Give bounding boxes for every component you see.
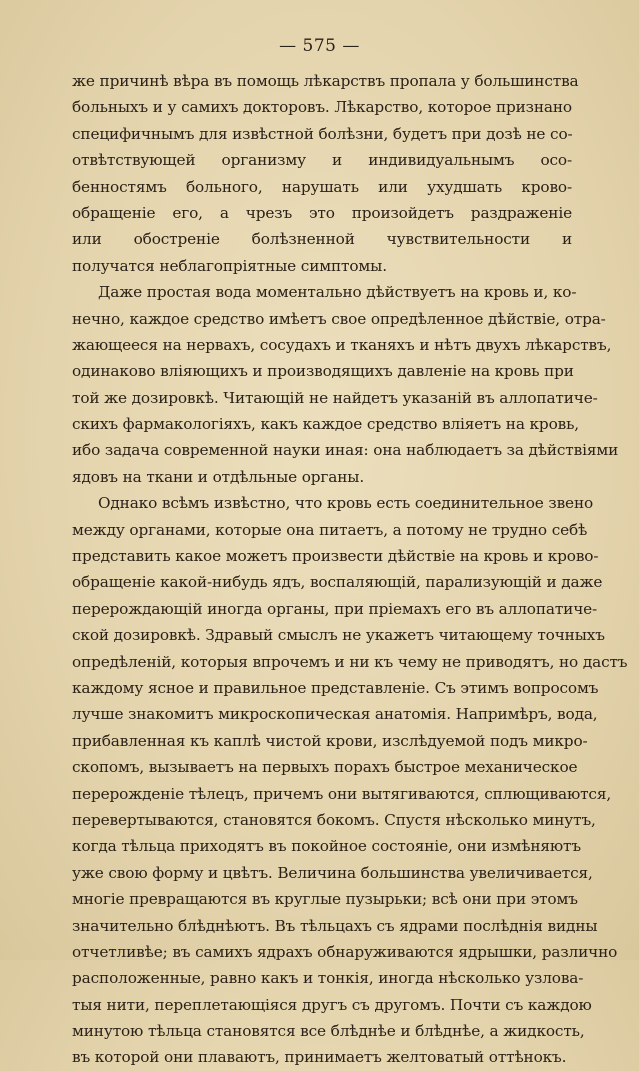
- paragraph: [72, 490, 628, 1071]
- text-line: въ которой они плаваютъ, принимаетъ желтоватый оттѣнокъ.: [72, 1048, 567, 1067]
- text-line: Даже простая вода моментально дѣйствуетъ на кровь и, ко-: [98, 283, 577, 302]
- text-line: скопомъ, вызываетъ на первыхъ порахъ быстрое механическое: [72, 758, 578, 777]
- text-line: ской дозировкѣ. Здравый смыслъ не укажетъ читающему точныхъ: [72, 626, 605, 645]
- text-line: лучше знакомитъ микроскопическая анатомія. Напримѣръ, вода,: [72, 705, 598, 724]
- page-number: — 575 —: [279, 36, 360, 56]
- paragraph: [72, 279, 619, 490]
- text-line: больныхъ и у самихъ докторовъ. Лѣкарство, которое признано: [72, 98, 572, 117]
- text-line: Однако всѣмъ извѣстно, что кровь есть соединительное звено: [98, 494, 594, 513]
- text-line: значительно блѣднѣютъ. Въ тѣльцахъ съ ядрами послѣднія видны: [72, 916, 598, 935]
- text-line: нечно, каждое средство имѣетъ свое опредѣленное дѣйствіе, отра-: [72, 309, 606, 328]
- text-line: или обостреніе болѣзненной чувствительности и: [72, 230, 572, 249]
- text-line: представить какое можетъ произвести дѣйствіе на кровь и крово-: [72, 547, 599, 566]
- text-line: той же дозировкѣ. Читающій не найдетъ указаній въ аллопатиче-: [72, 388, 598, 407]
- text-line: минутою тѣльца становятся все блѣднѣе и блѣднѣе, а жидкость,: [72, 1022, 585, 1041]
- text-line: тыя нити, переплетающіяся другъ съ другомъ. Почти съ каждою: [72, 995, 592, 1014]
- text-line: обращеніе какой-нибудь ядъ, воспаляющій, парализующій и даже: [72, 573, 603, 592]
- text-line: отчетливѣе; въ самихъ ядрахъ обнаруживаются ядрышки, различно: [72, 942, 618, 961]
- text-line: же причинѣ вѣра въ помощь лѣкарствъ пропала у большинства: [72, 72, 579, 90]
- text-line: ядовъ на ткани и отдѣльные органы.: [72, 467, 365, 486]
- body-text: [72, 68, 628, 1071]
- text-line: перерождающій иногда органы, при пріемахъ его въ аллопатиче-: [72, 599, 598, 618]
- text-line: когда тѣльца приходятъ въ покойное состояніе, они измѣняютъ: [72, 837, 581, 856]
- text-line: получатся неблагопріятные симптомы.: [72, 256, 387, 275]
- text-line: перерожденіе тѣлецъ, причемъ они вытягиваются, сплющиваются,: [72, 784, 612, 803]
- text-line: уже свою форму и цвѣтъ. Величина большинства увеличивается,: [72, 863, 593, 882]
- paragraph: [72, 68, 579, 279]
- text-line: между органами, которые она питаетъ, а потому не трудно себѣ: [72, 520, 588, 539]
- text-line: каждому ясное и правильное представленіе. Съ этимъ вопросомъ: [72, 678, 599, 697]
- text-line: перевертываются, становятся бокомъ. Спустя нѣсколько минутъ,: [72, 810, 596, 829]
- text-line: скихъ фармакологіяхъ, какъ каждое средство вліяетъ на кровь,: [72, 415, 579, 434]
- text-line: обращеніе его, а чрезъ это произойдетъ раздраженіе: [72, 203, 572, 222]
- text-line: бенностямъ больного, нарушать или ухудшать крово-: [72, 177, 572, 196]
- text-line: многіе превращаются въ круглые пузырьки; всѣ они при этомъ: [72, 890, 578, 909]
- text-line: жающееся на нервахъ, сосудахъ и тканяхъ и нѣтъ двухъ лѣкарствъ,: [72, 335, 612, 354]
- text-line: специфичнымъ для извѣстной болѣзни, будетъ при дозѣ не со-: [72, 124, 573, 143]
- text-line: отвѣтствующей организму и индивидуальнымъ осо-: [72, 151, 572, 170]
- text-line: прибавленная къ каплѣ чистой крови, изслѣдуемой подъ микро-: [72, 731, 588, 750]
- text-line: расположенные, равно какъ и тонкія, иногда нѣсколько узлова-: [72, 969, 584, 988]
- text-line: одинаково вліяющихъ и производящихъ давленіе на кровь при: [72, 362, 574, 381]
- text-line: ибо задача современной науки иная: она наблюдаетъ за дѣйствіями: [72, 441, 619, 460]
- text-line: опредѣленій, которыя впрочемъ и ни къ чему не приводятъ, но дастъ: [72, 652, 628, 671]
